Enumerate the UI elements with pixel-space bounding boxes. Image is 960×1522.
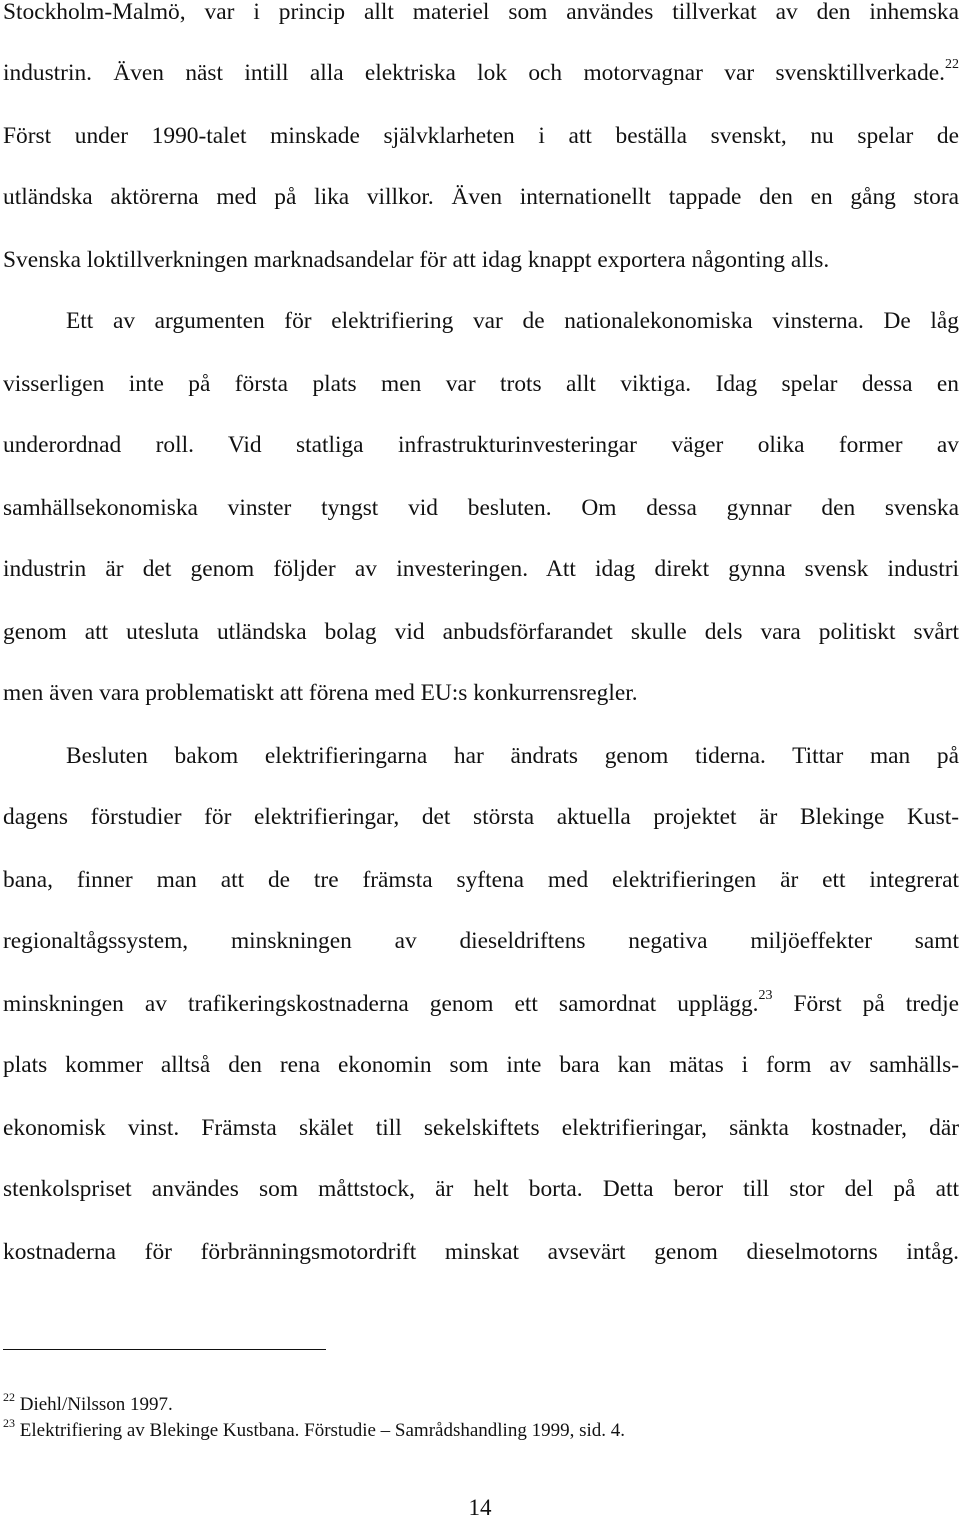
footnote-22	[3, 1389, 173, 1417]
body-line	[3, 0, 959, 28]
body-line	[3, 1112, 959, 1144]
body-text: Först under 1990-talet minskade självklarheten i att beställa svenskt, nu spelar de	[3, 123, 959, 149]
body-text: samhällsekonomiska vinster tyngst vid besluten. Om dessa gynnar den svenska	[3, 495, 959, 521]
body-line	[3, 925, 959, 957]
footnote-ref-23[interactable]: 23	[758, 988, 773, 1004]
body-text: plats kommer alltså den rena ekonomin som inte bara kan mätas i form av samhälls-	[3, 1052, 959, 1078]
body-text: men även vara problematiskt att förena med EU:s konkurrensregler.	[3, 680, 638, 706]
body-text: industrin är det genom följder av investeringen. Att idag direkt gynna svensk industri	[3, 556, 959, 582]
body-text: regionaltågssystem, minskningen av dieseldriftens negativa miljöeffekter samt	[3, 928, 959, 954]
body-text: visserligen inte på första plats men var trots allt viktiga. Idag spelar dessa en	[3, 371, 959, 397]
body-text: Svenska loktillverkningen marknadsandelar för att idag knappt exportera någonting alls.	[3, 247, 830, 273]
body-text: Besluten bakom elektrifieringarna har ändrats genom tiderna. Tittar man på	[66, 743, 959, 769]
body-line	[3, 120, 959, 152]
page-number: 14	[468, 1495, 492, 1520]
body-text: utländska aktörerna med på lika villkor. Även internationellt tappade den en gång stora	[3, 184, 959, 210]
body-line	[3, 57, 959, 89]
body-line	[3, 1173, 959, 1205]
body-line	[3, 988, 959, 1020]
body-line	[3, 429, 959, 461]
body-text: genom att utesluta utländska bolag vid anbudsförfarandet skulle dels vara politiskt svårt	[3, 619, 959, 645]
body-line	[3, 616, 959, 648]
body-line	[3, 864, 959, 896]
body-text: kostnaderna för förbränningsmotordrift minskat avsevärt genom dieselmotorns intåg.	[3, 1239, 959, 1265]
body-line	[66, 305, 959, 337]
body-text: dagens förstudier för elektrifieringar, det största aktuella projektet är Blekinge Kust-	[3, 804, 959, 830]
body-line	[3, 801, 959, 833]
body-line	[3, 181, 959, 213]
footnote-separator	[3, 1349, 326, 1350]
body-text: underordnad roll. Vid statliga infrastrukturinvesteringar väger olika former av	[3, 432, 959, 458]
body-text: minskningen av trafikeringskostnaderna genom ett samordnat upplägg.	[3, 991, 759, 1017]
body-text: Först på tredje	[793, 991, 959, 1017]
body-text: industrin. Även näst intill alla elektriska lok och motorvagnar var svensktillverkade.	[3, 60, 945, 86]
body-text: bana, finner man att de tre främsta syftena med elektrifieringen är ett integrerat	[3, 867, 959, 893]
body-text: Stockholm-Malmö, var i princip allt materiel som användes tillverkat av den inhemska	[3, 0, 959, 25]
body-text: stenkolspriset användes som måttstock, är helt borta. Detta beror till stor del på att	[3, 1176, 959, 1202]
body-line	[3, 1049, 959, 1081]
footnote-ref-22[interactable]: 22	[945, 57, 959, 73]
footnote-number: 22	[3, 1389, 15, 1404]
body-text: Ett av argumenten för elektrifiering var de nationalekonomiska vinsterna. De låg	[66, 308, 959, 334]
footnote-number: 23	[3, 1415, 15, 1430]
body-line	[66, 740, 959, 772]
body-line	[3, 368, 959, 400]
footnote-23	[3, 1415, 626, 1443]
body-line	[3, 553, 959, 585]
footnote-text: Elektrifiering av Blekinge Kustbana. Förstudie – Samrådshandling 1999, sid. 4.	[19, 1420, 626, 1441]
footnote-text: Diehl/Nilsson 1997.	[19, 1394, 173, 1415]
body-line	[3, 244, 959, 276]
body-text: ekonomisk vinst. Främsta skälet till sekelskiftets elektrifieringar, sänkta kostnader, där	[3, 1115, 959, 1141]
body-line	[3, 492, 959, 524]
body-line	[3, 1236, 959, 1268]
body-line	[3, 677, 959, 709]
